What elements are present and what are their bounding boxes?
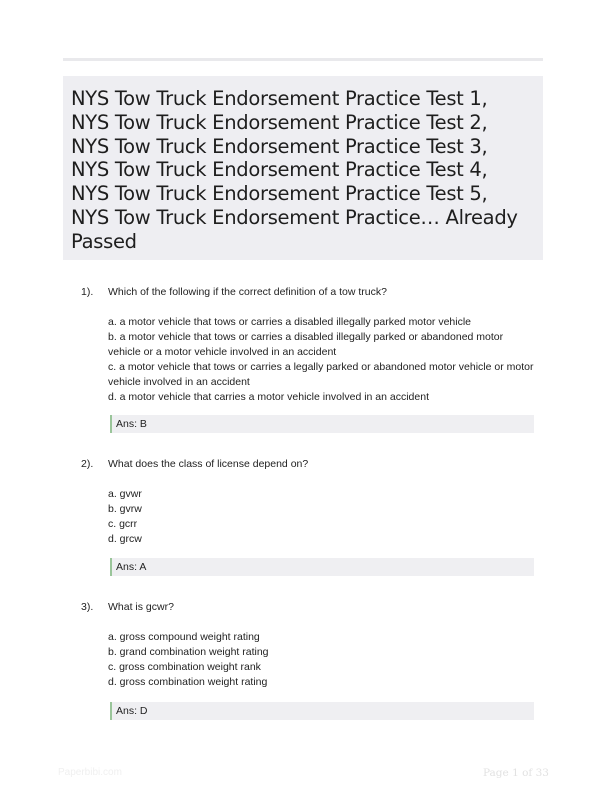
title-line: NYS Tow Truck Endorsement Practice Test 3,: [71, 134, 488, 158]
option-c: c. a motor vehicle that tows or carries a legally parked or abandoned motor vehicle or motor vehicle involved in an accident: [108, 361, 534, 388]
document-title: [63, 76, 543, 260]
answer-box: Ans: A: [110, 558, 534, 576]
option-a: a. a motor vehicle that tows or carries a disabled illegally parked motor vehicle: [108, 316, 472, 328]
page-number: Page 1 of 33: [482, 767, 549, 779]
title-line: NYS Tow Truck Endorsement Practice Test 2,: [71, 110, 488, 134]
option-d: d. gross combination weight rating: [108, 676, 268, 688]
option-b: b. grand combination weight rating: [108, 646, 269, 658]
question-text: Which of the following if the correct definition of a tow truck?: [108, 286, 387, 298]
question-text: What is gcwr?: [108, 601, 174, 613]
option-d: d. a motor vehicle that carries a motor vehicle involved in an accident: [108, 391, 429, 403]
question-number: 1).: [81, 286, 94, 298]
answer-options: [108, 315, 538, 405]
question-text: What does the class of license depend on?: [108, 458, 309, 470]
option-c: c. gross combination weight rank: [108, 661, 261, 673]
option-d: d. grcw: [108, 533, 142, 545]
title-line: NYS Tow Truck Endorsement Practice Test 5,: [71, 182, 488, 206]
question-number: 2).: [81, 458, 94, 470]
option-b: b. a motor vehicle that tows or carries a disabled illegally parked or abandoned motor vehicle or a motor vehicle involved in an accident: [108, 331, 504, 358]
question-number: 3).: [81, 601, 94, 613]
footer-site-watermark: Paperbibi.com: [58, 767, 122, 778]
answer-box: Ans: B: [110, 415, 534, 433]
title-line: Passed: [71, 229, 137, 253]
answer-options: [108, 630, 538, 690]
option-a: a. gvwr: [108, 488, 142, 500]
option-a: a. gross compound weight rating: [108, 631, 260, 643]
title-line: NYS Tow Truck Endorsement Practice Test 1,: [71, 87, 488, 110]
title-line: NYS Tow Truck Endorsement Practice Test 4,: [71, 158, 488, 182]
answer-box: Ans: D: [110, 702, 534, 720]
option-c: c. gcrr: [108, 518, 138, 530]
header-rule: [63, 58, 543, 61]
option-b: b. gvrw: [108, 503, 142, 515]
answer-options: [108, 487, 538, 547]
title-line: NYS Tow Truck Endorsement Practice… Already: [71, 205, 518, 229]
